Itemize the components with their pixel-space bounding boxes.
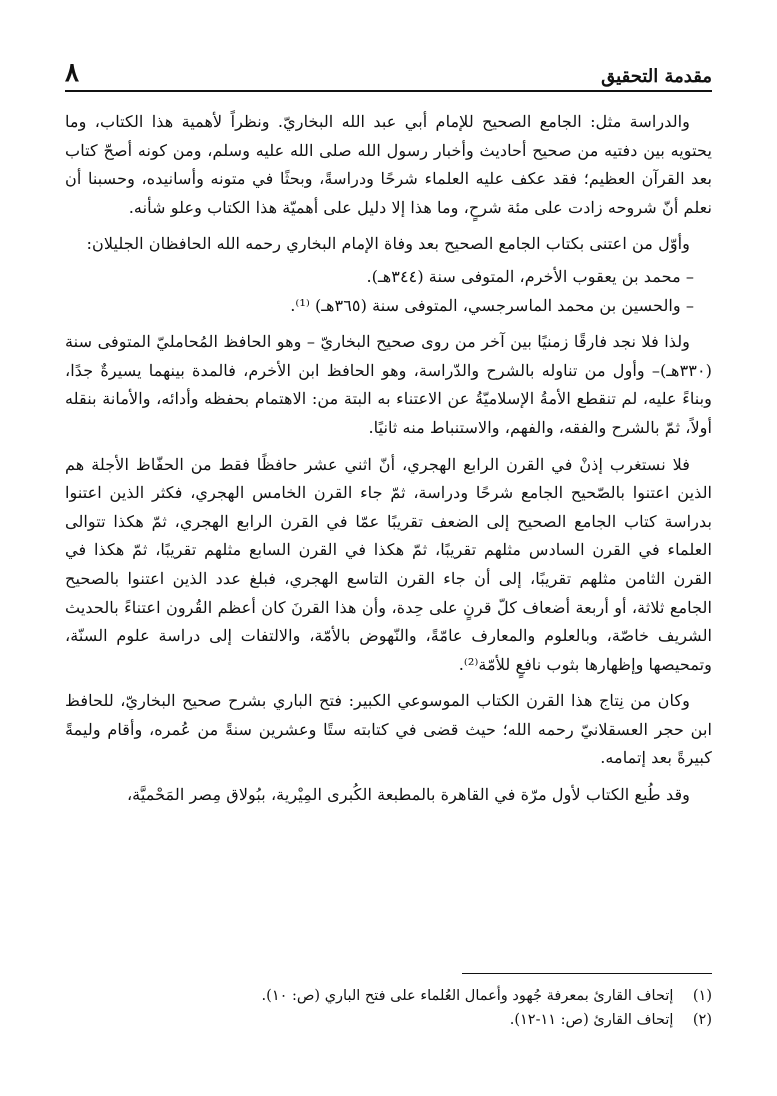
main-text [65, 108, 712, 818]
paragraph: وقد طُبع الكتاب لأول مرّة في القاهرة بالمطبعة الكُبرى المِيْرية، ببُولاق مِصر المَحْميَّة، [126, 785, 690, 805]
paragraph: ولذا فلا نجد فارقًا زمنيًا بين آخر من روى صحيح البخاريّ – وهو الحافظ المُحامليّ المتوفى سنة (٣٣٠هـ)– وأول من تناوله بالشرح والدّراسة، وهو الحافظ ابن الأخرم، فالمدة بينهما يسيرةٌ جدًا، وبناءً عليه، لم تنقطع الأمةُ الإسلاميّةُ عن الاعتناء به البتة من: الاهتمام بحفظه وأدائه، والأمانة بنقله أولاً، ثمّ بالشرح والفقه، والفهم، والاستنباط منه ثانيًا. [65, 332, 712, 437]
footnote [65, 984, 712, 1008]
footnote [65, 1008, 712, 1032]
footnote-separator [462, 973, 712, 974]
footnote-number: (١) [692, 988, 712, 1004]
paragraph: والدراسة مثل: الجامع الصحيح للإمام أبي عبد الله البخاريّ. ونظراً لأهمية هذا الكتاب، وما يحتويه بين دفتيه من صحيح أحاديث وأخبار رسول الله صلى الله عليه وسلم، ومن كونه أصحّ كتاب بعد القرآن العظيم؛ فقد عكف عليه العلماء شرحًا ودراسةً، وبحثًا في متونه وأسانيده، وحسبنا أن نعلم أنّ شروحه زادت على مئة شرحٍ، وما هذا إلا دليل على أهميّة هذا الكتاب وعلو شأنه. [65, 112, 712, 217]
running-title: مقدمة التحقيق [601, 66, 712, 87]
list-item: – والحسين بن محمد الماسرجسي، المتوفى سنة (٣٦٥هـ) ⁽¹⁾. [290, 295, 694, 315]
footnote-text: إتحاف القارئ (ص: ١١-١٢). [509, 1012, 674, 1028]
paragraph: وأوّل من اعتنى بكتاب الجامع الصحيح بعد وفاة الإمام البخاري رحمه الله الحافظان الجليلان: [86, 234, 690, 254]
paragraph: فلا نستغرب إذنْ في القرن الرابع الهجري، أنّ اثني عشر حافظًا فقط من الحفّاظ الأجلة هم الذين اعتنوا بالصّحيح الجامع شرحًا ودراسة، ثمّ جاء القرن الخامس الهجري، فكثر الذين اعتنوا بدراسة كتاب الجامع الصحيح إلى الضعف تقريبًا عمّا في القرن الرابع الهجري، ثمّ هكذا تتوالى العلماء في القرن السادس مثلهم تقريبًا، ثمّ هكذا في القرن السابع مثلهم تقريبًا، ثمّ هكذا في القرن الثامن مثلهم تقريبًا، إلى أن جاء القرن التاسع الهجري، فبلغ عدد الذين اعتنوا بالصحيح الجامع ثلاثة، أو أربعة أضعاف كلّ قرنٍ على حِدة، وأن هذا القرنَ كان أعظم القُرون اعتناءً بالحديث الشريف خاصّة، وبالعلوم والمعارف عامّةً، والنّهوض بالأمّة، والالتفات إلى دراسة علوم السنّة، وتمحيصها وإظهارها بثوب نافعٍ للأمّة⁽²⁾. [65, 454, 712, 674]
footnotes [65, 984, 712, 1032]
paragraph: وكان من نِتاج هذا القرن الكتاب الموسوعي الكبير: فتح الباري بشرح صحيح البخاريّ، للحافظ ابن حجر العسقلانيّ رحمه الله؛ حيث قضى في كتابته ستًا وعشرين سنةً من عُمره، وأقام وليمةً كبيرةً بعد إتمامه. [65, 691, 712, 768]
footnote-number: (٢) [692, 1012, 712, 1028]
page-header [65, 52, 712, 92]
list-item: – محمد بن يعقوب الأخرم، المتوفى سنة (٣٤٤هـ). [366, 266, 694, 286]
page-number: ٨ [65, 58, 79, 88]
footnote-text: إتحاف القارئ بمعرفة جُهود وأعمال العُلماء على فتح الباري (ص: ١٠). [261, 988, 674, 1004]
